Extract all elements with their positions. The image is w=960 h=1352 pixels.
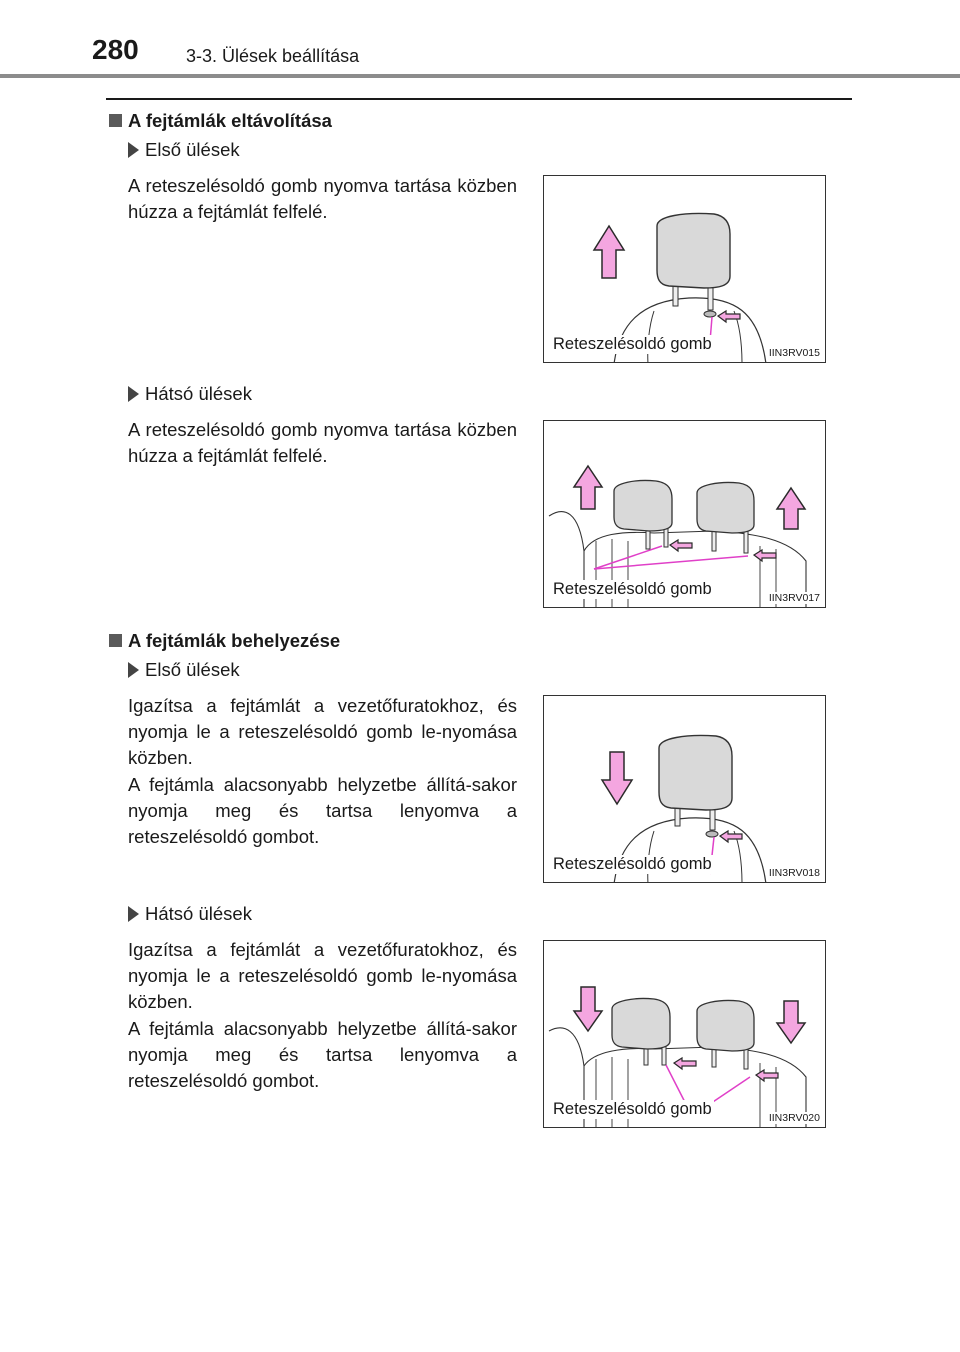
triangle-bullet-icon <box>128 662 139 678</box>
subheading-text: Hátsó ülések <box>145 903 252 924</box>
triangle-bullet-icon <box>128 386 139 402</box>
subheading-text: Első ülések <box>145 139 240 160</box>
paragraph: A fejtámla alacsonyabb helyzetbe állítá-sakor nyomja meg és tartsa lenyomva a reteszelésoldó gombot. <box>128 1018 517 1091</box>
heading-installation <box>109 630 340 652</box>
figure-label: Reteszelésoldó gomb <box>553 335 712 353</box>
heading-removal <box>109 110 332 132</box>
figure-front-install <box>543 695 826 883</box>
square-bullet-icon <box>109 114 122 127</box>
subheading-rear-install <box>128 903 252 925</box>
content-divider <box>106 98 852 100</box>
paragraph: A fejtámla alacsonyabb helyzetbe állítá-sakor nyomja meg és tartsa lenyomva a reteszelésoldó gombot. <box>128 774 517 847</box>
figure-label: Reteszelésoldó gomb <box>553 580 712 598</box>
heading-removal-text: A fejtámlák eltávolítása <box>128 110 332 131</box>
triangle-bullet-icon <box>128 142 139 158</box>
triangle-bullet-icon <box>128 906 139 922</box>
figure-code: IIN3RV018 <box>768 867 820 879</box>
subheading-text: Hátsó ülések <box>145 383 252 404</box>
subheading-rear-removal <box>128 383 252 405</box>
section-title: 3-3. Ülések beállítása <box>186 46 360 66</box>
paragraph: A reteszelésoldó gomb nyomva tartása közben húzza a fejtámlát felfelé. <box>128 419 517 466</box>
paragraph: Igazítsa a fejtámlát a vezetőfuratokhoz, és nyomja le a reteszelésoldó gomb le-nyomása közben. <box>128 939 517 1012</box>
header-rule <box>0 74 960 78</box>
figure-code: IIN3RV015 <box>768 347 820 359</box>
paragraph: A reteszelésoldó gomb nyomva tartása közben húzza a fejtámlát felfelé. <box>128 175 517 222</box>
figure-code: IIN3RV020 <box>768 1112 820 1124</box>
figure-front-removal <box>543 175 826 363</box>
figure-label: Reteszelésoldó gomb <box>553 1100 712 1118</box>
figure-rear-removal <box>543 420 826 608</box>
paragraph: Igazítsa a fejtámlát a vezetőfuratokhoz, és nyomja le a reteszelésoldó gomb le-nyomása közben. <box>128 695 517 768</box>
heading-installation-text: A fejtámlák behelyezése <box>128 630 341 651</box>
square-bullet-icon <box>109 634 122 647</box>
figure-label: Reteszelésoldó gomb <box>553 855 712 873</box>
figure-code: IIN3RV017 <box>768 592 820 604</box>
page-header <box>0 0 960 76</box>
subheading-front-install <box>128 659 240 681</box>
subheading-text: Első ülések <box>145 659 240 680</box>
page-number: 280 <box>92 34 139 65</box>
subheading-front-removal <box>128 139 240 161</box>
figure-rear-install <box>543 940 826 1128</box>
